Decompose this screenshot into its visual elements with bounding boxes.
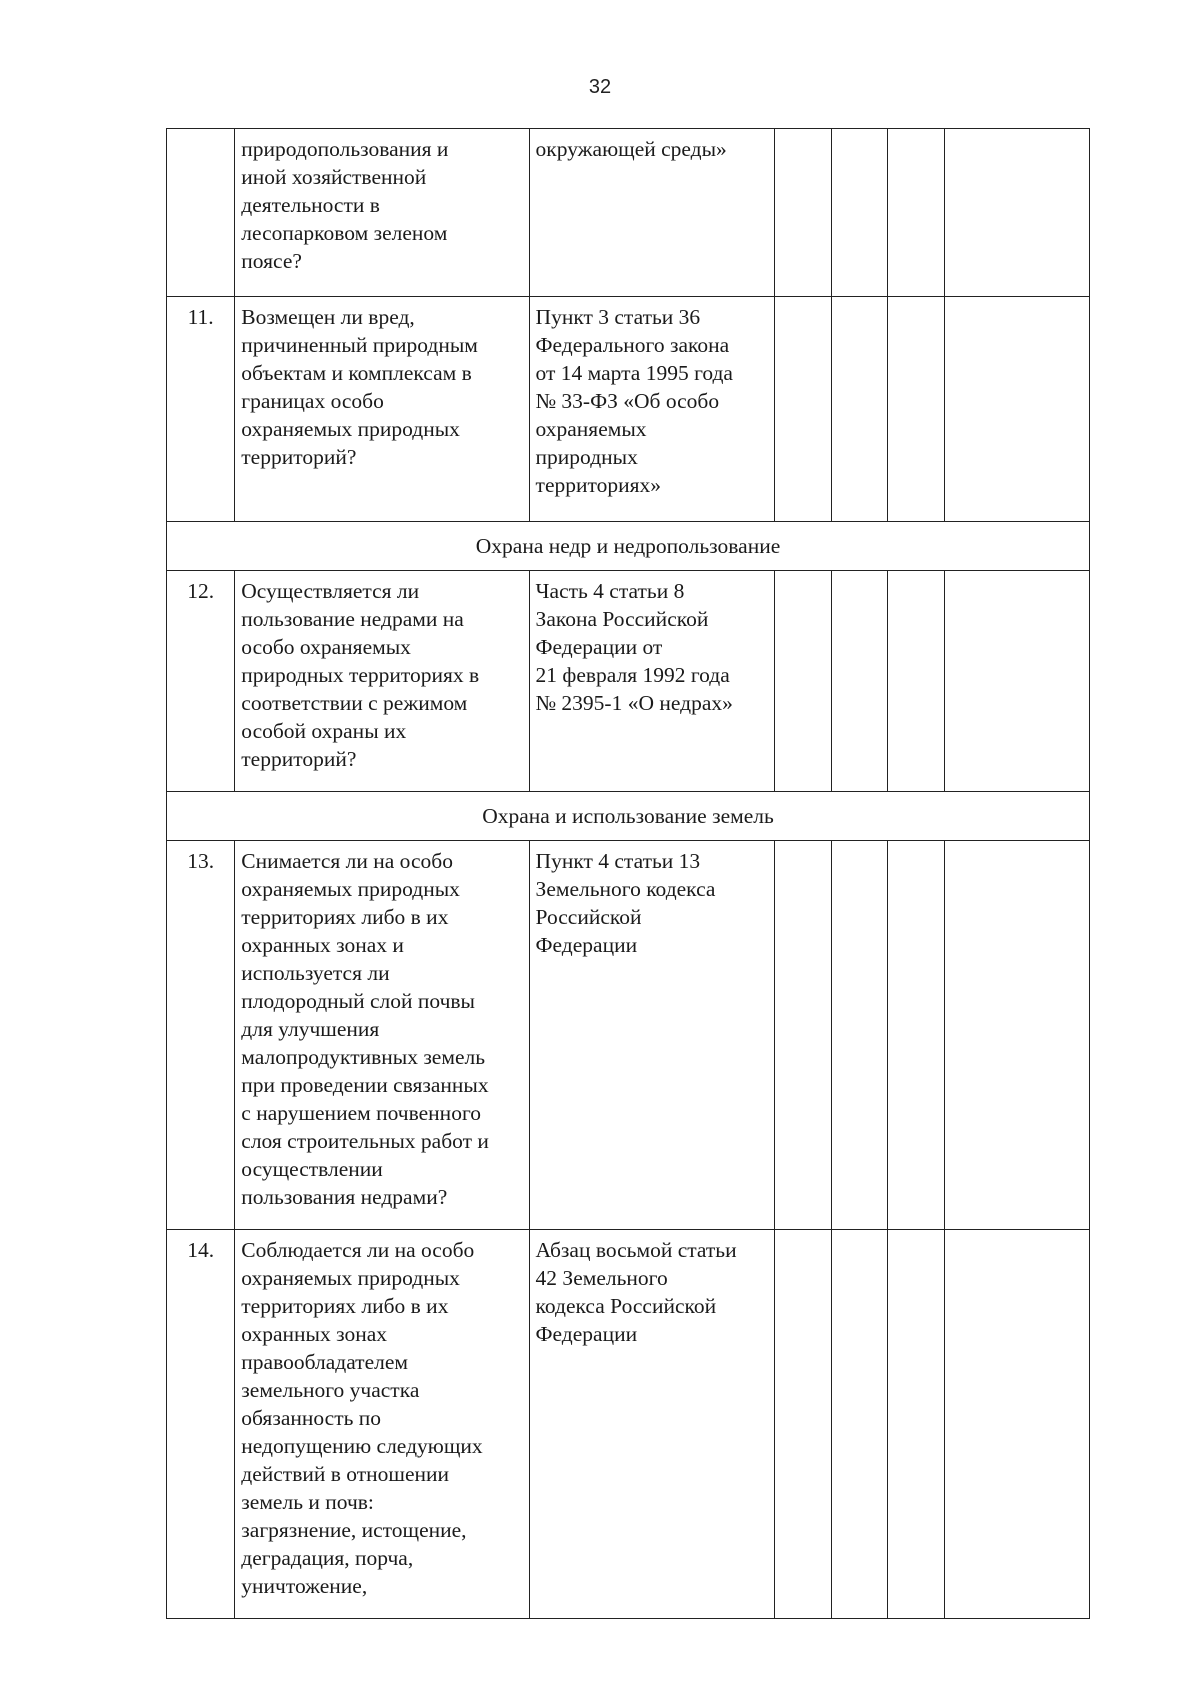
- question-cell: Снимается ли на особо охраняемых природных территориях либо в их охранных зонах и используется ли плодородный слой почвы для улучшения малопродуктивных земель при проведении связанных с нарушением почвенного слоя строительных работ и осуществлении пользования недрами?: [235, 841, 529, 1230]
- section-row: [167, 522, 1090, 571]
- table-row: [167, 841, 1090, 1230]
- answer-no-cell: [831, 571, 887, 792]
- question-cell: Возмещен ли вред, причиненный природным объектам и комплексам в границах особо охраняемых природных территорий?: [235, 297, 529, 522]
- answer-yes-cell: [774, 297, 831, 522]
- table-row: [167, 129, 1090, 297]
- question-cell: Осуществляется ли пользование недрами на особо охраняемых природных территориях в соответствии с режимом особой охраны их территорий?: [235, 571, 529, 792]
- answer-yes-cell: [774, 1230, 831, 1619]
- row-number: [167, 129, 235, 297]
- page-number: 32: [588, 76, 612, 98]
- answer-no-cell: [831, 1230, 887, 1619]
- row-number: 12.: [167, 571, 235, 792]
- answer-yes-cell: [774, 841, 831, 1230]
- answer-yes-cell: [774, 571, 831, 792]
- question-cell: природопользования и иной хозяйственной деятельности в лесопарковом зеленом поясе?: [235, 129, 529, 297]
- answer-no-cell: [831, 841, 887, 1230]
- reference-cell: Пункт 3 статьи 36 Федерального закона от 14 марта 1995 года № 33-ФЗ «Об особо охраняемых природных территориях»: [529, 297, 774, 522]
- notes-cell: [945, 571, 1090, 792]
- answer-yes-cell: [774, 129, 831, 297]
- notes-cell: [945, 129, 1090, 297]
- table-row: [167, 571, 1090, 792]
- answer-na-cell: [888, 297, 945, 522]
- answer-no-cell: [831, 129, 887, 297]
- row-number: 11.: [167, 297, 235, 522]
- checklist-table: [166, 128, 1090, 1619]
- answer-na-cell: [888, 841, 945, 1230]
- answer-na-cell: [888, 571, 945, 792]
- notes-cell: [945, 841, 1090, 1230]
- reference-cell: Абзац восьмой статьи 42 Земельного кодекса Российской Федерации: [529, 1230, 774, 1619]
- answer-na-cell: [888, 129, 945, 297]
- section-title: Охрана и использование земель: [167, 792, 1090, 841]
- reference-cell: Пункт 4 статьи 13 Земельного кодекса Российской Федерации: [529, 841, 774, 1230]
- section-row: [167, 792, 1090, 841]
- answer-na-cell: [888, 1230, 945, 1619]
- table-row: [167, 297, 1090, 522]
- answer-no-cell: [831, 297, 887, 522]
- table-row: [167, 1230, 1090, 1619]
- notes-cell: [945, 297, 1090, 522]
- notes-cell: [945, 1230, 1090, 1619]
- reference-cell: окружающей среды»: [529, 129, 774, 297]
- question-cell: Соблюдается ли на особо охраняемых природных территориях либо в их охранных зонах правообладателем земельного участка обязанность по недопущению следующих действий в отношении земель и почв: загрязнение, истощение, деградация, порча, уничтожение,: [235, 1230, 529, 1619]
- reference-cell: Часть 4 статьи 8 Закона Российской Федерации от 21 февраля 1992 года № 2395-1 «О недрах»: [529, 571, 774, 792]
- row-number: 14.: [167, 1230, 235, 1619]
- section-title: Охрана недр и недропользование: [167, 522, 1090, 571]
- row-number: 13.: [167, 841, 235, 1230]
